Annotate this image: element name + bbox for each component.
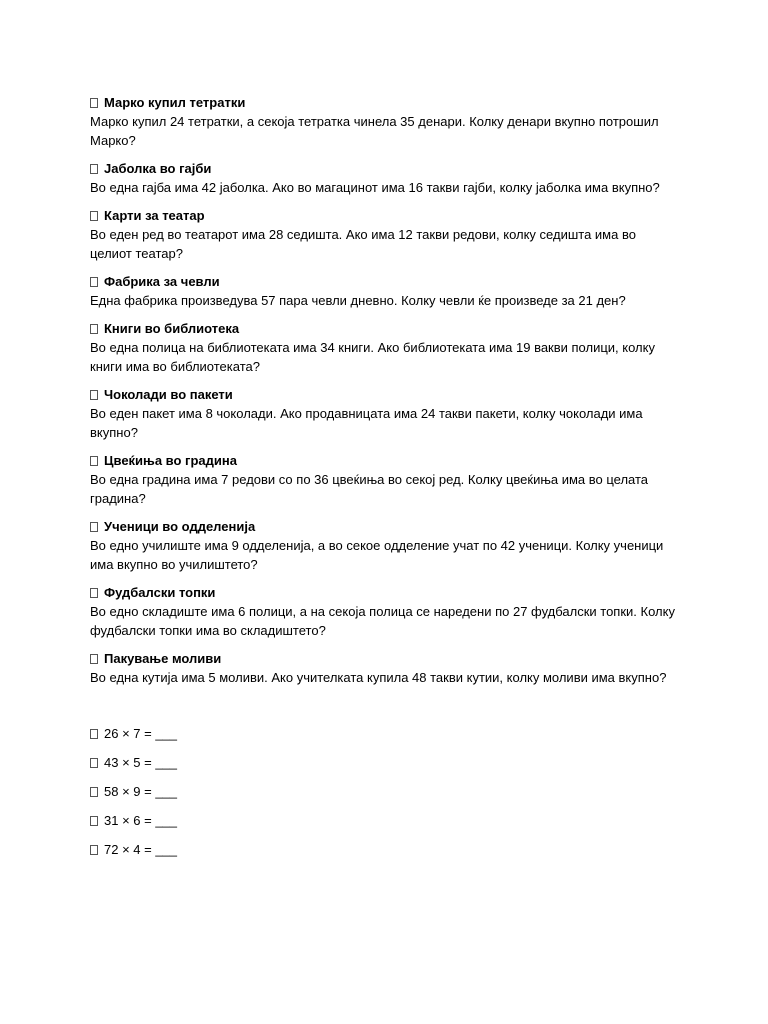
problem-text: Во една кутија има 5 моливи. Ако учителката купила 48 такви кутии, колку моливи има вкупно?: [90, 670, 667, 685]
exercise-item: [90, 840, 680, 869]
problem-text: Во едно складиште има 6 полици, а на секоја полица се наредени по 27 фудбалски топки. Колку фудбалски топки има во складиштето?: [90, 604, 675, 638]
exercise-item: [90, 724, 680, 753]
bullet-icon: [90, 522, 98, 532]
problem-text: Во една полица на библиотеката има 34 книги. Ако библиотеката има 19 вакви полици, колку книги има во библиотеката?: [90, 340, 655, 374]
word-problem: [90, 451, 680, 508]
bullet-icon: [90, 787, 98, 797]
exercise-list: [90, 724, 680, 869]
word-problem: [90, 649, 680, 687]
problem-text: Во еден ред во театарот има 28 седишта. Ако има 12 такви редови, колку седишта има во целиот театар?: [90, 227, 636, 261]
problem-text: Марко купил 24 тетратки, а секоја тетратка чинела 35 денари. Колку денари вкупно потрошил Марко?: [90, 114, 659, 148]
bullet-icon: [90, 390, 98, 400]
exercise-text: 26 × 7 = ___: [104, 726, 178, 741]
bullet-icon: [90, 654, 98, 664]
word-problem: [90, 583, 680, 640]
problem-heading: [90, 649, 680, 668]
exercise-text: 31 × 6 = ___: [104, 813, 178, 828]
word-problem: [90, 93, 680, 150]
problem-title: Цвеќиња во градина: [104, 453, 237, 468]
bullet-icon: [90, 588, 98, 598]
exercise-text: 72 × 4 = ___: [104, 842, 178, 857]
problem-heading: [90, 583, 680, 602]
problem-title: Книги во библиотека: [104, 321, 240, 336]
problem-title: Марко купил тетратки: [104, 95, 246, 110]
problem-heading: [90, 272, 680, 291]
problem-title: Јаболка во гајби: [104, 161, 212, 176]
bullet-icon: [90, 211, 98, 221]
word-problem: [90, 206, 680, 263]
problem-heading: [90, 319, 680, 338]
bullet-icon: [90, 324, 98, 334]
bullet-icon: [90, 164, 98, 174]
bullet-icon: [90, 816, 98, 826]
problem-heading: [90, 517, 680, 536]
word-problem: [90, 319, 680, 376]
problem-title: Фабрика за чевли: [104, 274, 220, 289]
bullet-icon: [90, 758, 98, 768]
problem-title: Чоколади во пакети: [104, 387, 233, 402]
problem-title: Карти за театар: [104, 208, 205, 223]
word-problem: [90, 385, 680, 442]
bullet-icon: [90, 845, 98, 855]
word-problem: [90, 272, 680, 310]
worksheet-content: [90, 93, 680, 869]
problem-text: Во една градина има 7 редови со по 36 цвеќиња во секој ред. Колку цвеќиња има во целата градина?: [90, 472, 649, 506]
problem-heading: [90, 159, 680, 178]
bullet-icon: [90, 98, 98, 108]
exercise-item: [90, 753, 680, 782]
exercise-item: [90, 782, 680, 811]
exercise-item: [90, 811, 680, 840]
problem-title: Пакување моливи: [104, 651, 222, 666]
bullet-icon: [90, 729, 98, 739]
bullet-icon: [90, 277, 98, 287]
bullet-icon: [90, 456, 98, 466]
problem-heading: [90, 206, 680, 225]
problem-heading: [90, 385, 680, 404]
problem-text: Во едно училиште има 9 одделенија, а во секое одделение учат по 42 ученици. Колку ученици има вкупно во училиштето?: [90, 538, 664, 572]
problem-text: Во една гајба има 42 јаболка. Ако во магацинот има 16 такви гајби, колку јаболка има вкупно?: [90, 180, 660, 195]
word-problem: [90, 159, 680, 197]
exercise-text: 58 × 9 = ___: [104, 784, 178, 799]
problem-text: Една фабрика произведува 57 пара чевли дневно. Колку чевли ќе произведе за 21 ден?: [90, 293, 626, 308]
problem-title: Ученици во одделенија: [104, 519, 256, 534]
problem-heading: [90, 451, 680, 470]
problem-text: Во еден пакет има 8 чоколади. Ако продавницата има 24 такви пакети, колку чоколади има вкупно?: [90, 406, 643, 440]
word-problem: [90, 517, 680, 574]
problem-heading: [90, 93, 680, 112]
problem-title: Фудбалски топки: [104, 585, 216, 600]
exercise-text: 43 × 5 = ___: [104, 755, 178, 770]
